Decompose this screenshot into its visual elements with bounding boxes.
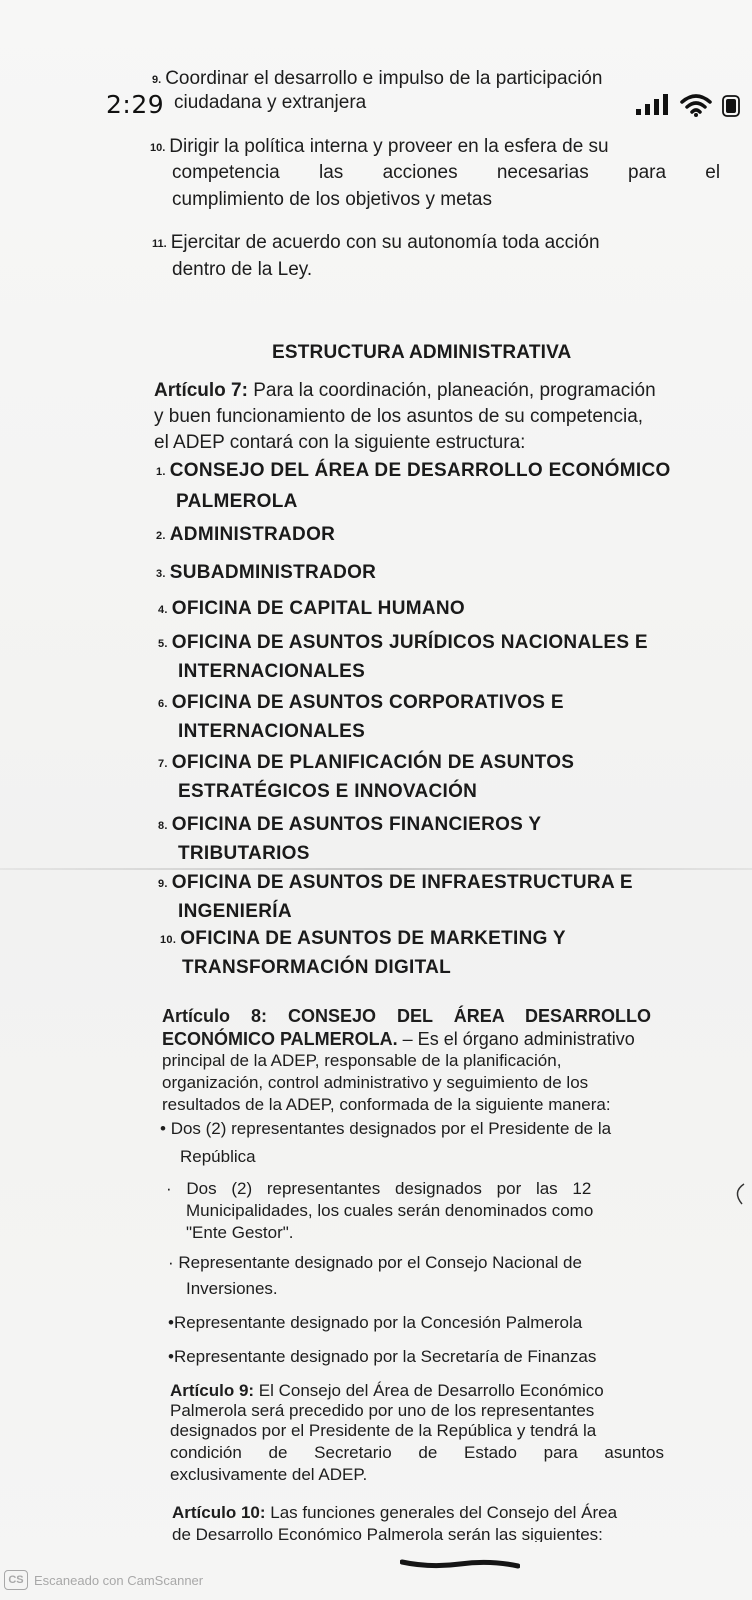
structure-item-4: 4. OFICINA DE CAPITAL HUMANO	[158, 598, 465, 619]
article-8-line3: principal de la ADEP, responsable de la planificación,	[162, 1051, 562, 1070]
structure-item-1: 1. CONSEJO DEL ÁREA DE DESARROLLO ECONÓMICO PALMEROLA	[156, 460, 671, 512]
status-icons	[636, 94, 744, 118]
structure-item-9: 9. OFICINA DE ASUNTOS DE INFRAESTRUCTURA E INGENIERÍA	[158, 872, 633, 922]
list-item-11: 11. Ejercitar de acuerdo con su autonomía toda acción	[152, 232, 600, 253]
edge-mark-icon	[728, 1180, 748, 1210]
member-bullet-3: · Representante designado por el Consejo Nacional de	[168, 1253, 582, 1272]
scan-fold-line	[0, 868, 752, 870]
structure-item-6: 6. OFICINA DE ASUNTOS CORPORATIVOS E INTERNACIONALES	[158, 692, 564, 742]
article-8-line4: organización, control administrativo y seguimiento de los	[162, 1073, 589, 1092]
article-7-line1: Artículo 7: Para la coordinación, planeación, programación	[154, 380, 656, 401]
article-9-line1: Artículo 9: El Consejo del Área de Desarrollo Económico	[170, 1381, 604, 1400]
article-10-line1: Artículo 10: Las funciones generales del Consejo del Área	[172, 1503, 618, 1522]
structure-item-7: 7. OFICINA DE PLANIFICACIÓN DE ASUNTOS ESTRATÉGICOS E INNOVACIÓN	[158, 752, 575, 802]
battery-icon	[722, 94, 742, 118]
member-bullet-5: •Representante designado por la Secretaría de Finanzas	[168, 1347, 597, 1366]
camscanner-watermark	[4, 1570, 203, 1590]
article-9-line4: condición de Secretario de Estado para asuntos	[170, 1443, 664, 1462]
list-item-11-cont: dentro de la Ley.	[172, 259, 313, 280]
member-bullet-2-line2: Municipalidades, los cuales serán denominados como	[186, 1201, 594, 1220]
section-heading: ESTRUCTURA ADMINISTRATIVA	[272, 342, 572, 363]
structure-item-2: 2. ADMINISTRADOR	[156, 524, 336, 545]
list-item-10-line3: cumplimiento de los objetivos y metas	[172, 189, 492, 210]
list-item-10-line2: competencia las acciones necesarias para el	[172, 162, 721, 183]
article-8-heading: Artículo 8: CONSEJO DEL ÁREA DESARROLLO	[162, 1006, 652, 1026]
member-bullet-2-line3: "Ente Gestor".	[186, 1223, 294, 1242]
structure-item-10: 10. OFICINA DE ASUNTOS DE MARKETING Y TRANSFORMACIÓN DIGITAL	[160, 928, 566, 978]
article-7-line2: y buen funcionamiento de los asuntos de su competencia,	[154, 406, 644, 427]
camscanner-logo-icon: CS	[4, 1570, 28, 1590]
member-bullet-3-cont: Inversiones.	[186, 1279, 278, 1298]
member-bullet-1-cont: República	[180, 1147, 256, 1166]
structure-item-8: 8. OFICINA DE ASUNTOS FINANCIEROS Y TRIBUTARIOS	[158, 814, 542, 864]
article-7-line3: el ADEP contará con la siguiente estructura:	[154, 432, 526, 453]
member-bullet-2: · Dos (2) representantes designados por las 12	[166, 1179, 592, 1198]
ink-underline-mark	[400, 1556, 520, 1574]
list-item-10: 10. Dirigir la política interna y proveer en la esfera de su	[150, 136, 609, 157]
article-9-line2: Palmerola será precedido por uno de los representantes	[170, 1401, 595, 1420]
wifi-icon	[680, 94, 712, 118]
list-item-9-cont: ciudadana y extranjera	[174, 92, 367, 113]
member-bullet-4: •Representante designado por la Concesión Palmerola	[168, 1313, 583, 1332]
article-10-line2: de Desarrollo Económico Palmerola serán las siguientes:	[172, 1525, 603, 1542]
article-8-line2: ECONÓMICO PALMEROLA. – Es el órgano administrativo	[162, 1029, 635, 1049]
article-9-line3: designados por el Presidente de la República y tendrá la	[170, 1421, 597, 1440]
structure-item-3: 3. SUBADMINISTRADOR	[156, 562, 377, 583]
watermark-text: Escaneado con CamScanner	[34, 1572, 204, 1588]
member-bullet-1: • Dos (2) representantes designados por el Presidente de la	[160, 1119, 612, 1138]
structure-item-5: 5. OFICINA DE ASUNTOS JURÍDICOS NACIONALES E INTERNACIONALES	[158, 632, 648, 682]
article-9-line5: exclusivamente del ADEP.	[170, 1465, 368, 1484]
list-item-9: 9. Coordinar el desarrollo e impulso de la participación	[152, 68, 603, 89]
article-8-line5: resultados de la ADEP, conformada de la siguiente manera:	[162, 1095, 611, 1114]
signal-icon	[636, 94, 672, 116]
status-time: 2:29	[106, 90, 165, 119]
